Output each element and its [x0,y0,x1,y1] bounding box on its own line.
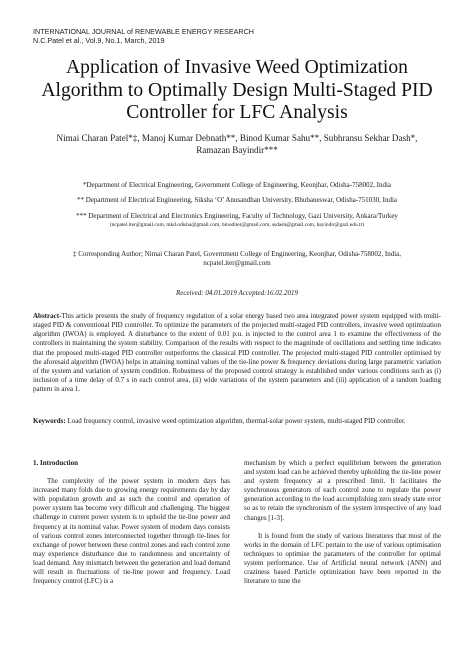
abstract-label: Abstract- [33,312,62,320]
affiliation-3: *** Department of Electrical and Electronics Engineering, Faculty of Technology, Gazi University, Ankara/Turkey [76,211,398,220]
title-line-1: Application of Invasive Weed Optimization [66,57,408,78]
corresponding-author [60,250,414,269]
author-list [40,133,434,156]
keywords-text: Load frequency control, invasive weed optimization algorithm, thermal-solar power system, multi-staged PID controller. [65,417,406,425]
keywords-label: Keywords: [33,417,66,425]
paper-title [33,57,441,125]
title-line-2: Algorithm to Optimally Design Multi-Staged PID [41,79,433,101]
journal-citation: N.C.Patel et al., Vol.9, No.1, March, 2019 [33,36,165,45]
intro-paragraph-1-continued: mechanism by which a perfect equilibrium between the generation and system load can be achieved thereby upholding the tie-line power and system frequency at a prescribed limit. It facilitates the synchronous generators of each control zone to regulate the power generation according to the load accomplishing zero steady state error so as to retain the synchronism of the system irrespective of any load changes [1-3]. [244,459,441,522]
paragraph-gap [244,523,441,532]
intro-paragraph-2: It is found from the study of various literatures that most of the works in the domain of LFC pertain to the use of various optimisation techniques to optimise the parameters of the controller for optimal system performance. Use of Artificial neural network (ANN) and craziness based Particle optimization have been reported in the literature to tune the [244,531,441,586]
journal-name: INTERNATIONAL JOURNAL of RENEWABLE ENERGY RESEARCH [33,27,254,36]
affiliations [33,181,441,235]
column-left [33,459,230,586]
title-line-3: Controller for LFC Analysis [126,102,348,123]
affiliation-2: ** Department of Electrical Engineering, Siksha ‘O’ Anusandhan University, Bhubaneswar, Odisha-751030, India [76,196,398,205]
section-heading-introduction: 1. Introduction [33,459,78,467]
author-emails: (ncpatel.iter@gmail.com, mkd.odisha@gmail.com, binoditer@gmail.com, ssdash@gmail.com, bayindir@gazi.edu.tr) [109,221,365,228]
intro-paragraph-1: The complexity of the power system in modern days has increased many folds due to growing energy requirements day by day with population growth and as such the control and operation of power system has become very difficult and challenging. The biggest challenge in current power system is to uphold the tie-line power and frequency at its nominal value. Power system of modern days consists of various control zones interconnected together through tie-lines for exchange of power between these control zones and each control zone may experience disturbance due to randomness and uncertainty of load demand. Any mismatch between the generation and load demand will result in fluctuations of tie-line power and frequency. Load frequency control (LFC) is a [33,477,230,586]
corresponding-line-2: ncpatel.iter@gmail.com [203,259,271,268]
affiliation-1: *Department of Electrical Engineering, Government College of Engineering, Keonjhar, Odisha-758002, India [82,181,391,189]
authors-line-1: Nimai Charan Patel*‡, Manoj Kumar Debnath**, Binod Kumar Sahu**, Subhransu Sekhar Dash*, [56,133,418,143]
authors-line-2: Ramazan Bayindir*** [196,144,278,155]
abstract-text: This article presents the study of frequency regulation of a solar energy based two area integrated power system equipped with multi-staged PID & conventional PID controller. To optimize the parameters of the projected multi-staged PID controllers, invasive weed optimization algorithm (IWOA) is employed. A disturbance to the extent of 0.01 p.u. is injected to the control area 1 to examine the effectiveness of the controllers in maintaining the system stability. Comparison of the results with respect to the magnitude of oscillations and settling time indicates that the proposed multi-staged PID controller outperforms the classical PID controller. The projected multi-staged PID controller optimised by the aforesaid algorithm (IWOA) helps in attaining nominal values of the tie-line power & frequency deviations during large parametric variation of the system and variation of system condition. Robustness of the proposed control strategy is established under various conditions such as (i) inclusion of a time delay of 0.7 s in each control area, (ii) wide variations of the system parameters and (iii) application of a random loading pattern in area 1. [33,312,441,394]
journal-header [33,27,254,45]
column-right [244,459,441,586]
received-dates: Received: 04.01.2019 Accepted:16.02.2019 [176,289,298,297]
keywords [33,417,441,426]
abstract [33,312,441,394]
corresponding-line-1: ‡ Corresponding Author; Nimai Charan Patel, Government College of Engineering, Keonjhar, Odisha-758002, India, [72,250,402,258]
